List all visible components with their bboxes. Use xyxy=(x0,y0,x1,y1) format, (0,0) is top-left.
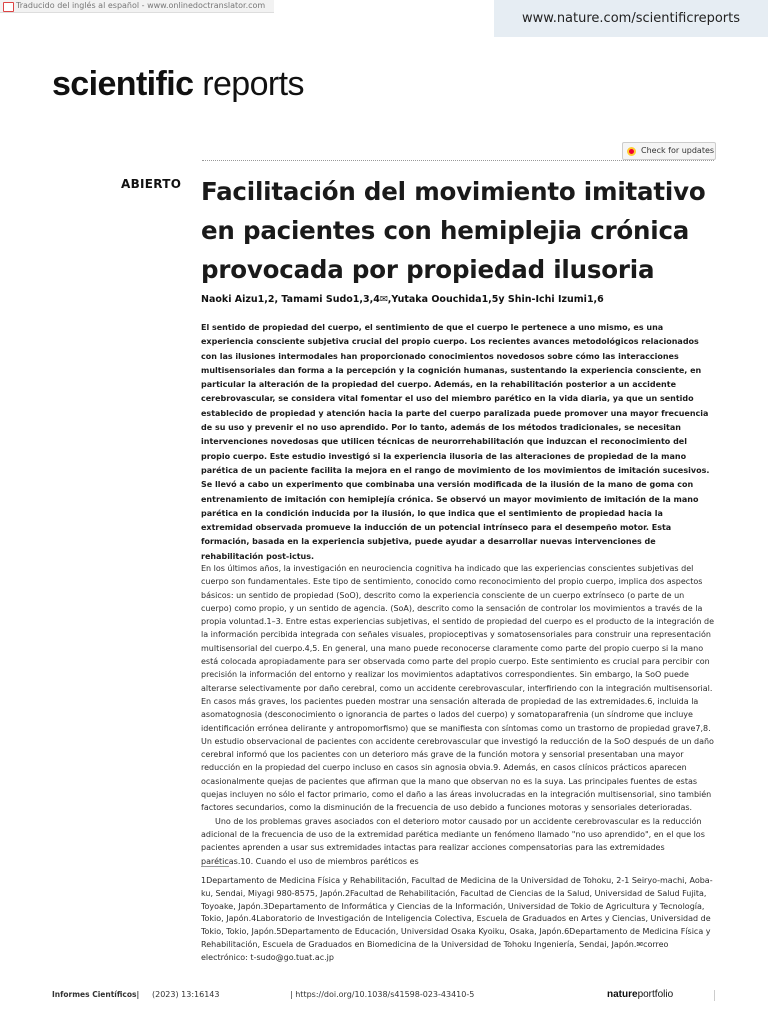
check-for-updates-button[interactable] xyxy=(622,142,716,160)
body-paragraph: Uno de los problemas graves asociados con el deterioro motor causado por un accidente cerebrovascular es la reducción adicional de la frecuencia de uso de la extremidad parética mediante un fenómeno llamado "no uso aprendido", en el que los pacientes aprenden a usar sus extremidades intactas para realizar acciones compensatorias para las extremidades paréticas.10. Cuando el uso de miembros paréticos es xyxy=(201,816,705,866)
site-url[interactable]: www.nature.com/scientificreports xyxy=(494,0,768,37)
page-footer xyxy=(52,990,714,1004)
open-access-label: ABIERTO xyxy=(121,177,182,191)
article-body xyxy=(201,562,715,868)
journal-logo-light: reports xyxy=(202,65,304,103)
brand-bold: nature xyxy=(607,989,638,1000)
footer-separator xyxy=(714,990,715,1001)
footer-doi-link[interactable]: | https://doi.org/10.1038/s41598-023-43410-5 xyxy=(290,990,475,999)
affiliations: 1Departamento de Medicina Física y Rehabilitación, Facultad de Medicina de la Universidad de Tohoku, 2-1 Seiryo-machi, Aoba-ku, Sendai, Miyagi 980-8575, Japón.2Facultad de Rehabilitación, Facultad de Ciencias de la Salud, Universidad de Salud Fujita, Toyoake, Japón.3Departamento de Informática y Ciencias de la Información, Universidad de Tokio de Agricultura y Tecnología, Tokio, Japón.4Laboratorio de Investigación de Inteligencia Colectiva, Escuela de Graduados en Artes y Ciencias, Universidad de Tokio, Tokio, Japón.5Departamento de Educación, Universidad Osaka Kyoiku, Osaka, Japón.6Departamento de Medicina Física y Rehabilitación, Escuela de Graduados en Biomedicina de la Universidad de Tohoku Ingeniería, Sendai, Japón.✉correo electrónico: t-sudo@go.tuat.ac.jp xyxy=(201,876,713,962)
journal-logo-bold: scientific xyxy=(52,65,194,103)
check-for-updates-label: Check for updates xyxy=(641,146,715,155)
footer-year-volume: (2023) 13:16143 xyxy=(152,990,220,999)
author-list[interactable]: Naoki Aizu1,2, Tamami Sudo1,3,4✉,Yutaka Oouchida1,5y Shin-Ichi Izumi1,6 xyxy=(201,294,604,305)
nature-portfolio-logo xyxy=(607,989,673,1000)
translator-banner[interactable] xyxy=(0,0,274,13)
brand-light: portfolio xyxy=(637,989,674,1000)
affiliations-divider xyxy=(201,866,229,867)
body-paragraph: En los últimos años, la investigación en neurociencia cognitiva ha indicado que las experiencias conscientes subjetivas del cuerpo son fundamentales. Este tipo de sentimiento, conocido como reconocimiento del propio cuerpo, implica dos aspectos básicos: un sentido de propiedad (SoO), descrito como la experiencia consciente de un cuerpo extrínseco (o parte de un cuerpo) como propio, y un sentido de agencia. (SoA), descrito como la sensación de controlar los movimientos a través de la propia voluntad.1–3. Entre estas experiencias subjetivas, el sentido de propiedad del cuerpo es el producto de la integración de la información percibida integrada con señales visuales, propioceptivas y somatosensoriales para construir una representación multisensorial del cuerpo.4,5. En general, una mano puede reconocerse claramente como parte del propio cuerpo si la mano está colocada apropiadamente para ser observada como parte del propio cuerpo. Este sentimiento es crucial para percibir con precisión la información del entorno y realizar los movimientos adaptativos correspondientes. Sin embargo, la SoO puede alterarse selectivamente por daño cerebral, como un accidente cerebrovascular, interfiriendo con la integración multisensorial. En casos más graves, los pacientes pueden mostrar una sensación alterada de propiedad de las extremidades.6, incluida la asomatognosia (desconocimiento o ignorancia de partes o lados del cuerpo) y somatoparafrenia (un síndrome que incluye identificación errónea delirante y antropomorfismo) que se manifiesta con síntomas como un trastorno de propiedad grave7,8. Un estudio observacional de pacientes con accidente cerebrovascular que investigó la reducción de la SoO después de un daño cerebral informó que los pacientes con un deterioro más grave de la función motora y sensorial presentaban una mayor reducción en la propiedad del cuerpo incluso en casos sin agnosia obvia.9. Además, en casos clínicos prácticos aparecen ocasionalmente quejas de pacientes que afirman que la mano que observan no es la suya. Las principales fuentes de estas quejas incluyen no sólo el factor primario, como el daño a las áreas involucradas en la integración multisensorial, sino también factores secundarios, como la disminución de la frecuencia de uso debido a funciones motoras y sensoriales deterioradas. xyxy=(201,564,715,813)
abstract: El sentido de propiedad del cuerpo, el sentimiento de que el cuerpo le pertenece a uno mismo, es una experiencia consciente subjetiva crucial del propio cuerpo. Los recientes avances metodológicos relacionados con las ilusiones intermodales han proporcionado conocimientos novedosos sobre cómo las interacciones multisensoriales dan forma a la percepción y la cognición humanas, sustentando la experiencia consciente, en particular la alteración de la propiedad del cuerpo. Además, en la rehabilitación posterior a un accidente cerebrovascular, se considera vital fomentar el uso del miembro parético en la vida diaria, ya que un sentido establecido de propiedad y atención hacia la parte del cuerpo paralizada puede promover una mayor frecuencia de su uso y prevenir el no uso aprendido. Por lo tanto, además de los métodos tradicionales, se necesitan intervenciones novedosas que utilicen técnicas de neurorrehabilitación que induzcan el reconocimiento del propio cuerpo. Este estudio investigó si la experiencia ilusoria de las alteraciones de propiedad de la mano parética de un paciente facilita la mejora en el rango de movimiento de los movimientos de imitación sucesivos. Se llevó a cabo un experimento que combinaba una versión modificada de la ilusión de la mano de goma con entrenamiento de imitación con hemiplejía crónica. Se observó un mayor movimiento de imitación de la mano parética en la condición inducida por la ilusión, lo que indica que el sentimiento de propiedad hacia la extremidad observada promueve la inducción de un potencial intrínseco para el desempeño motor. Esta formación, basada en la experiencia subjetiva, puede ayudar a desarrollar nuevas intervenciones de rehabilitación post-ictus. xyxy=(201,323,710,561)
translator-icon xyxy=(3,2,14,12)
translator-banner-text: Traducido del inglés al español - www.onlinedoctranslator.com xyxy=(16,1,266,10)
crossmark-icon xyxy=(627,147,636,156)
footer-journal: Informes Científicos| xyxy=(52,990,140,999)
journal-logo[interactable] xyxy=(52,65,304,104)
header-divider xyxy=(202,160,714,161)
article-title: Facilitación del movimiento imitativo en pacientes con hemiplejia crónica provocada por propiedad ilusoria xyxy=(201,177,706,284)
